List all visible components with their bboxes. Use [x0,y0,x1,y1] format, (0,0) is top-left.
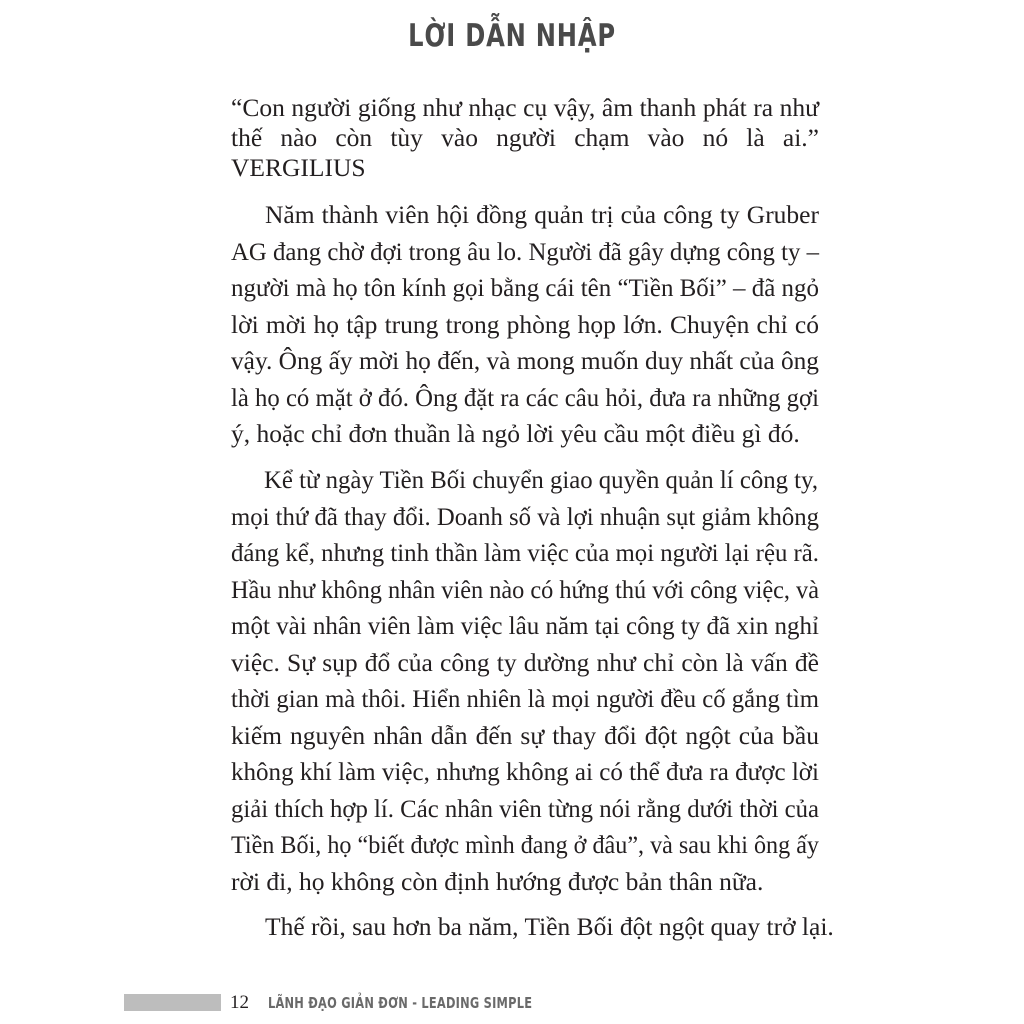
epigraph-line: “Con người giống như nhạc cụ vậy, âm thanh phát ra như [231,93,819,122]
paragraph-line: mọi thứ đã thay đổi. Doanh số và lợi nhuận sụt giảm không [231,501,819,531]
epigraph [231,93,819,183]
paragraph-line: là họ có mặt ở đó. Ông đặt ra các câu hỏi, đưa ra những gợi [231,382,819,412]
paragraph-line: người mà họ tôn kính gọi bằng cái tên “Tiền Bối” – đã ngỏ [231,273,819,302]
paragraph-line: không khí làm việc, nhưng không ai có thể đưa ra được lời [231,757,819,786]
paragraph-line: một vài nhân viên làm việc lâu năm tại công ty đã xin nghỉ [231,611,819,640]
paragraph-2 [231,462,852,900]
chapter-heading: LỜI DẪN NHẬP [408,18,616,54]
paragraph-line: rời đi, họ không còn định hướng được bản thân nữa. [231,866,764,896]
paragraph-line: lời mời họ tập trung trong phòng họp lớn. Chuyện chỉ có [231,309,819,339]
page-footer [0,991,1024,1015]
epigraph-attribution: VERGILIUS [231,153,366,182]
paragraph-line: giải thích hợp lí. Các nhân viên từng nói rằng dưới thời của [231,793,819,823]
footer-bar [124,994,221,1011]
paragraph-line: Tiền Bối, họ “biết được mình đang ở đâu”, và sau khi ông ấy [231,830,819,859]
paragraph-line: Hầu như không nhân viên nào có hứng thú với công việc, và [231,574,819,604]
paragraph-line: Thế rồi, sau hơn ba năm, Tiền Bối đột ngột quay trở lại. [265,912,834,941]
paragraph-line: Kể từ ngày Tiền Bối chuyển giao quyền quản lí công ty, [264,465,819,494]
paragraph-line: kiếm nguyên nhân dẫn đến sự thay đổi đột ngột của bầu [231,720,819,750]
running-title: LÃNH ĐẠO GIẢN ĐƠN - LEADING SIMPLE [268,994,533,1012]
paragraph-3 [231,909,834,946]
paragraph-line: AG đang chờ đợi trong âu lo. Người đã gây dựng công ty – [231,236,819,266]
paragraph-line: việc. Sự sụp đổ của công ty dường như chỉ còn là vấn đề [231,647,819,677]
page-number: 12 [230,992,249,1013]
paragraph-line: thời gian mà thôi. Hiển nhiên là mọi người đều cố gắng tìm [231,684,819,713]
paragraph-1 [231,197,837,453]
paragraph-line: Năm thành viên hội đồng quản trị của công ty Gruber [265,200,819,229]
paragraph-line: vậy. Ông ấy mời họ đến, và mong muốn duy nhất của ông [231,346,819,375]
epigraph-line: thế nào còn tùy vào người chạm vào nó là ai.” [231,123,819,152]
paragraph-line: đáng kể, nhưng tinh thần làm việc của mọi người lại rệu rã. [231,538,819,567]
paragraph-line: ý, hoặc chỉ đơn thuần là ngỏ lời yêu cầu một điều gì đó. [231,419,800,448]
